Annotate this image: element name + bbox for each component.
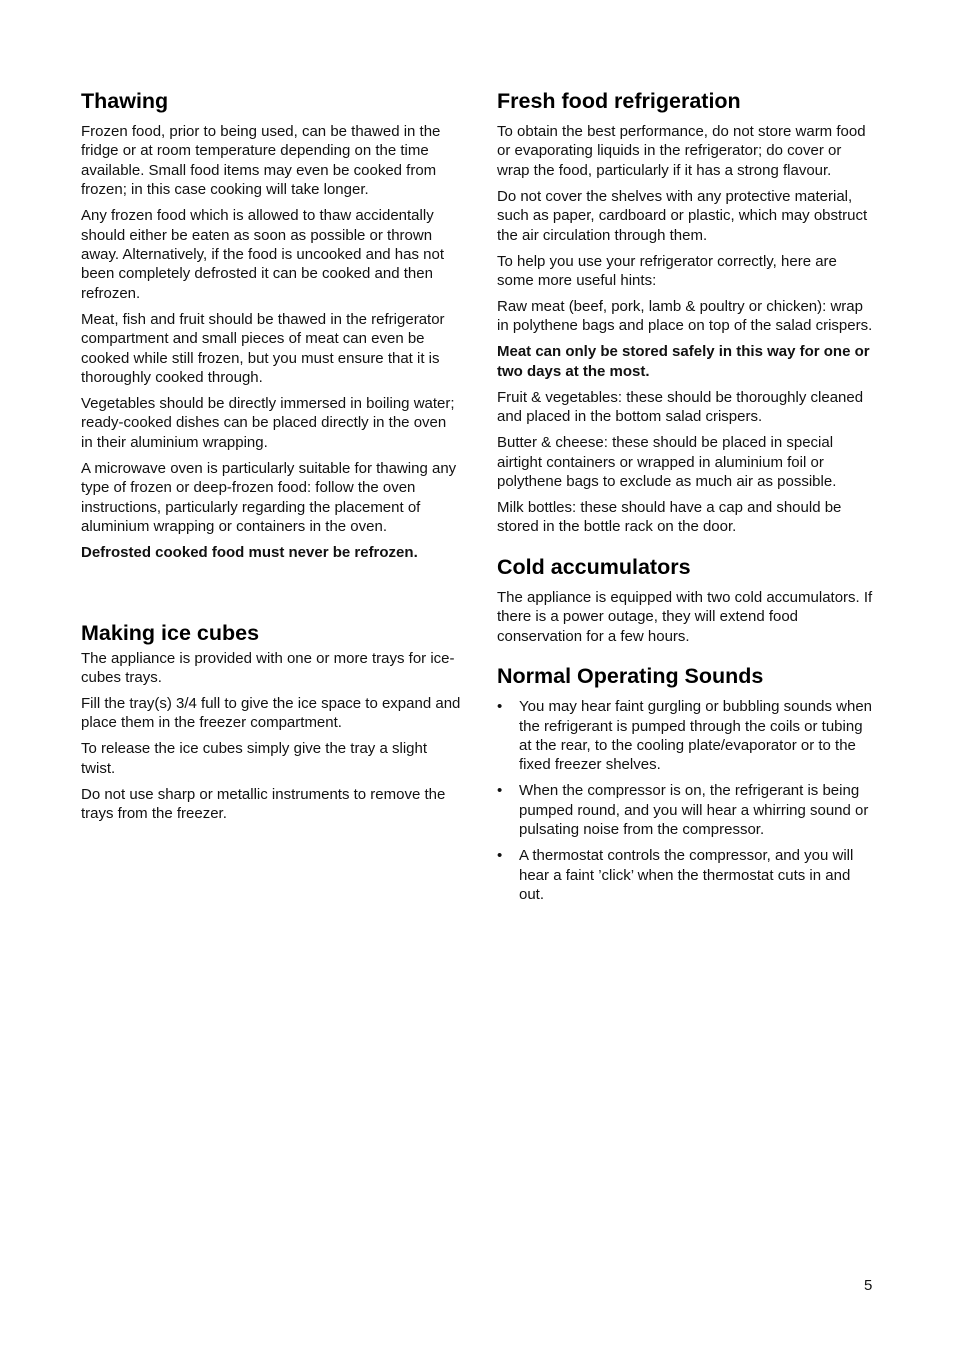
fresh-food-paragraph: Milk bottles: these should have a cap and should be stored in the bottle rack on the door.: [497, 499, 842, 536]
cold-accumulators-heading: Cold accumulators: [497, 554, 691, 579]
list-item-text: A thermostat controls the compressor, and you will hear a faint ’click’ when the thermostat cuts in and out.: [519, 847, 854, 903]
fresh-food-paragraph: To help you use your refrigerator correctly, here are some more useful hints:: [497, 252, 837, 290]
fresh-food-paragraph: To obtain the best performance, do not store warm food or evaporating liquids in the refrigerator; do cover or wrap the food, particularly if it has a strong flavour.: [497, 123, 866, 179]
fresh-food-paragraph: Butter & cheese: these should be placed in special airtight containers or wrapped in aluminium foil or polythene bags to exclude as much air as possible.: [497, 434, 837, 491]
cold-accumulators-paragraph: The appliance is equipped with two cold accumulators. If there is a power outage, they will extend food conservation for a few hours.: [497, 588, 873, 645]
page-number: 5: [864, 1277, 873, 1294]
cold-accumulators-section: [497, 554, 877, 646]
thawing-section: [81, 88, 461, 563]
bullet-icon: •: [497, 847, 503, 865]
ice-cubes-paragraph: To release the ice cubes simply give the tray a slight twist.: [81, 740, 428, 777]
list-item-text: You may hear faint gurgling or bubbling sounds when the refrigerant is pumped through the coils or tubing at the rear, to the cooling plate/evaporator or to the fixed freezer shelves.: [519, 698, 873, 774]
left-column: [81, 88, 461, 830]
fresh-food-heading: Fresh food refrigeration: [497, 89, 741, 113]
thawing-paragraph: A microwave oven is particularly suitable for thawing any type of frozen or deep-frozen food: follow the oven instructions, particularly regarding the placement of aluminium wrapping or containers in the oven.: [81, 459, 457, 536]
operating-sounds-section: [497, 663, 877, 904]
thawing-paragraph: Vegetables should be directly immersed in boiling water; ready-cooked dishes can be placed directly in the oven in their aluminium wrapping.: [81, 395, 455, 451]
list-item: [497, 781, 877, 839]
fresh-food-warning: Meat can only be stored safely in this way for one or two days at the most.: [497, 343, 870, 380]
ice-cubes-paragraph: Do not use sharp or metallic instruments to remove the trays from the freezer.: [81, 785, 446, 823]
ice-cubes-heading: Making ice cubes: [81, 620, 260, 645]
fresh-food-paragraph: Do not cover the shelves with any protective material, such as paper, cardboard or plastic, which may obstruct the air circulation through them.: [497, 187, 868, 244]
bullet-icon: •: [497, 782, 503, 800]
fresh-food-section: [497, 88, 877, 537]
ice-cubes-paragraph: The appliance is provided with one or more trays for ice-cubes trays.: [81, 649, 455, 686]
thawing-heading: Thawing: [81, 89, 169, 113]
thawing-paragraph: Frozen food, prior to being used, can be thawed in the fridge or at room temperature depending on the time available. Small food items may even be cooked from frozen; in this case cooking will take longer.: [81, 123, 441, 199]
bullet-icon: •: [497, 698, 503, 716]
operating-sounds-heading: Normal Operating Sounds: [497, 664, 764, 689]
operating-sounds-list: [497, 697, 877, 904]
thawing-warning: Defrosted cooked food must never be refrozen.: [81, 544, 418, 562]
ice-cubes-paragraph: Fill the tray(s) 3/4 full to give the ice space to expand and place them in the freezer compartment.: [81, 694, 461, 732]
ice-cubes-section: [81, 620, 461, 824]
fresh-food-paragraph: Raw meat (beef, pork, lamb & poultry or chicken): wrap in polythene bags and place on top of the salad crispers.: [497, 298, 873, 335]
list-item: [497, 697, 877, 775]
right-column: [497, 88, 877, 911]
list-item: [497, 846, 877, 904]
thawing-paragraph: Any frozen food which is allowed to thaw accidentally should either be eaten as soon as possible or thrown away. Alternatively, if the food is uncooked and has not been completely defrosted it can be cooked and then refrozen.: [81, 207, 445, 302]
thawing-paragraph: Meat, fish and fruit should be thawed in the refrigerator compartment and small pieces of meat can even be cooked while still frozen, but you must ensure that it is thoroughly cooked through.: [81, 310, 445, 387]
fresh-food-paragraph: Fruit & vegetables: these should be thoroughly cleaned and placed in the bottom salad crispers.: [497, 388, 864, 426]
list-item-text: When the compressor is on, the refrigerant is being pumped round, and you will hear a whirring sound or pulsating noise from the compressor.: [519, 782, 869, 839]
